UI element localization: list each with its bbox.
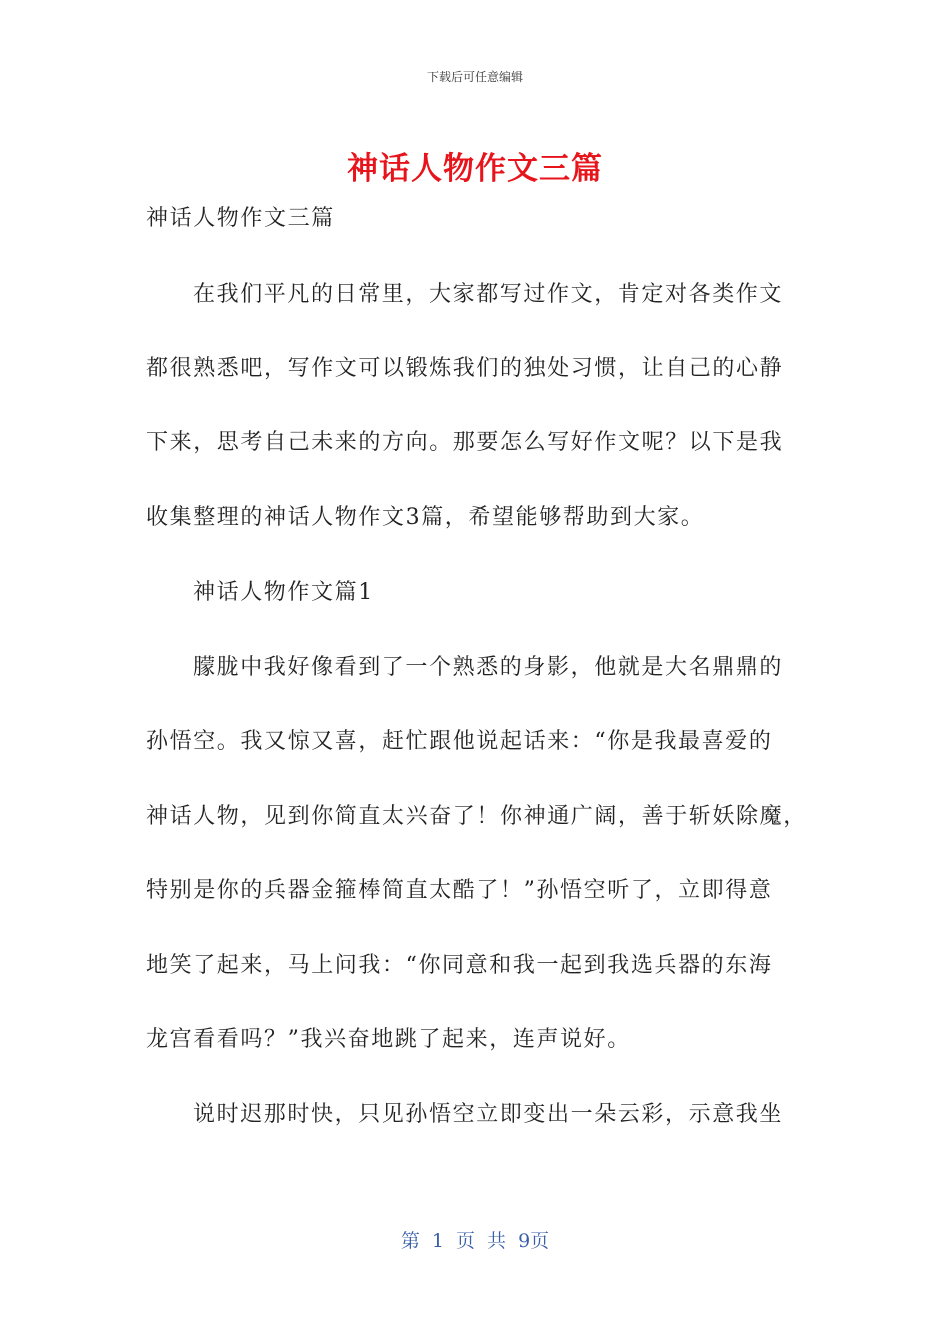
paragraph-line: 特别是你的兵器金箍棒简直太酷了！”孙悟空听了，立即得意: [146, 878, 773, 903]
paragraph-line: 收集整理的神话人物作文3篇，希望能够帮助到大家。: [146, 505, 705, 530]
page-footer: 第 1 页 共 9页: [400, 1230, 550, 1252]
section-heading: 神话人物作文篇1: [193, 580, 374, 605]
document-title: 神话人物作文三篇: [347, 151, 603, 187]
subtitle-line: 神话人物作文三篇: [146, 206, 335, 231]
paragraph-line: 在我们平凡的日常里，大家都写过作文，肯定对各类作文: [193, 282, 784, 307]
paragraph-line: 都很熟悉吧，写作文可以锻炼我们的独处习惯，让自己的心静: [146, 356, 784, 381]
paragraph-line: 朦胧中我好像看到了一个熟悉的身影，他就是大名鼎鼎的: [193, 655, 784, 680]
paragraph-line: 说时迟那时快，只见孙悟空立即变出一朵云彩，示意我坐: [193, 1102, 784, 1127]
paragraph-line: 下来，思考自己未来的方向。那要怎么写好作文呢？以下是我: [146, 430, 784, 455]
header-note: 下载后可任意编辑: [426, 70, 523, 84]
paragraph-line: 神话人物，见到你简直太兴奋了！你神通广阔，善于斩妖除魔，: [146, 804, 807, 829]
paragraph-line: 龙宫看看吗？”我兴奋地跳了起来，连声说好。: [146, 1027, 631, 1052]
paragraph-line: 孙悟空。我又惊又喜，赶忙跟他说起话来：“你是我最喜爱的: [146, 729, 773, 754]
paragraph-line: 地笑了起来，马上问我：“你同意和我一起到我选兵器的东海: [146, 953, 773, 978]
